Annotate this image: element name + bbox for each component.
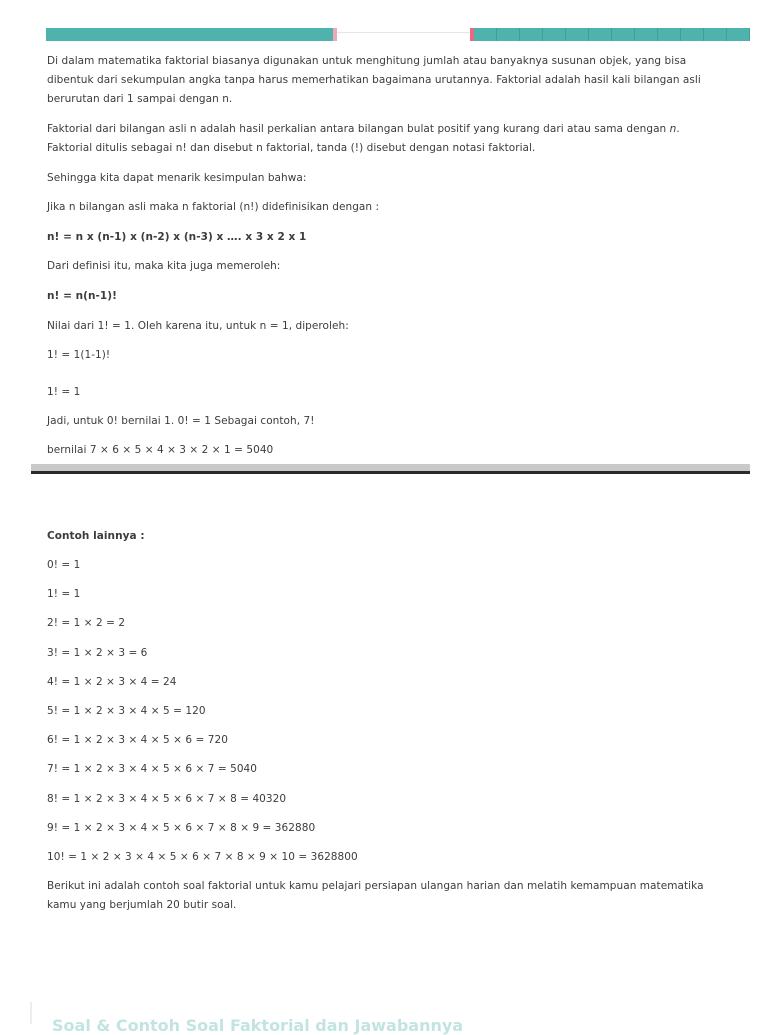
examples-heading: Contoh lainnya : — [47, 530, 145, 542]
derivation-intro: Dari definisi itu, maka kita juga memeroleh: — [47, 260, 281, 272]
top-bar-teal-right — [474, 28, 750, 41]
example-item: 8! = 1 × 2 × 3 × 4 × 5 × 6 × 7 × 8 = 40320 — [47, 793, 287, 805]
definition-statement: Jika n bilangan asli maka n faktorial (n!) didefinisikan dengan : — [47, 201, 380, 213]
heading-left-bar — [30, 1002, 32, 1024]
section-divider-shadow — [31, 464, 750, 471]
derivation-step-2: 1! = 1 — [47, 386, 81, 398]
example-item: 4! = 1 × 2 × 3 × 4 = 24 — [47, 676, 177, 688]
top-bar-gap-line — [337, 32, 470, 33]
intro-paragraph: Di dalam matematika faktorial biasanya digunakan untuk menghitung jumlah atau banyaknya susunan objek, yang bisa dibentuk dari sekumpulan angka tanpa harus memerhatikan bagaimana urutannya. Faktorial adalah hasil kali bilangan asli berurutan dari 1 sampai dengan n. — [47, 55, 701, 105]
value-statement: Nilai dari 1! = 1. Oleh karena itu, untuk n = 1, diperoleh: — [47, 320, 349, 332]
next-section-heading-partial — [30, 1002, 490, 1035]
zero-factorial-note: Jadi, untuk 0! bernilai 1. 0! = 1 Sebagai contoh, 7! — [47, 415, 315, 427]
closing-paragraph: Berikut ini adalah contoh soal faktorial untuk kamu pelajari persiapan ulangan harian dan melatih kemampuan matematika kamu yang berjumlah 20 butir soal. — [47, 880, 704, 911]
example-item: 9! = 1 × 2 × 3 × 4 × 5 × 6 × 7 × 8 × 9 = 362880 — [47, 822, 316, 834]
example-item: 5! = 1 × 2 × 3 × 4 × 5 = 120 — [47, 705, 206, 717]
derivation-step-1: 1! = 1(1-1)! — [47, 349, 111, 361]
top-bar-teal-left — [46, 28, 333, 41]
example-item: 6! = 1 × 2 × 3 × 4 × 5 × 6 = 720 — [47, 734, 228, 746]
seven-factorial-value: bernilai 7 × 6 × 5 × 4 × 3 × 2 × 1 = 5040 — [47, 444, 274, 456]
top-bar-pink-marker — [333, 28, 337, 41]
definition-text-b: . Faktorial ditulis sebagai n! dan disebut n faktorial, tanda (!) disebut dengan notasi faktorial. — [47, 123, 680, 154]
example-item: 1! = 1 — [47, 588, 81, 600]
top-decorative-bar — [46, 28, 750, 42]
example-item: 10! = 1 × 2 × 3 × 4 × 5 × 6 × 7 × 8 × 9 × 10 = 3628800 — [47, 851, 358, 863]
next-section-title: Soal & Contoh Soal Faktorial dan Jawabannya — [52, 1016, 464, 1035]
example-item: 2! = 1 × 2 = 2 — [47, 617, 126, 629]
definition-italic-n: n — [669, 123, 677, 135]
section-divider — [31, 471, 750, 474]
definition-text-a: Faktorial dari bilangan asli n adalah hasil perkalian antara bilangan bulat positif yang kurang dari atau sama dengan — [47, 123, 670, 135]
recursive-formula: n! = n(n-1)! — [47, 290, 117, 302]
example-item: 3! = 1 × 2 × 3 = 6 — [47, 647, 148, 659]
conclusion-intro: Sehingga kita dapat menarik kesimpulan bahwa: — [47, 172, 307, 184]
definition-paragraph — [47, 120, 727, 158]
factorial-formula: n! = n x (n-1) x (n-2) x (n-3) x …. x 3 x 2 x 1 — [47, 231, 307, 243]
example-item: 7! = 1 × 2 × 3 × 4 × 5 × 6 × 7 = 5040 — [47, 763, 258, 775]
example-item: 0! = 1 — [47, 559, 81, 571]
